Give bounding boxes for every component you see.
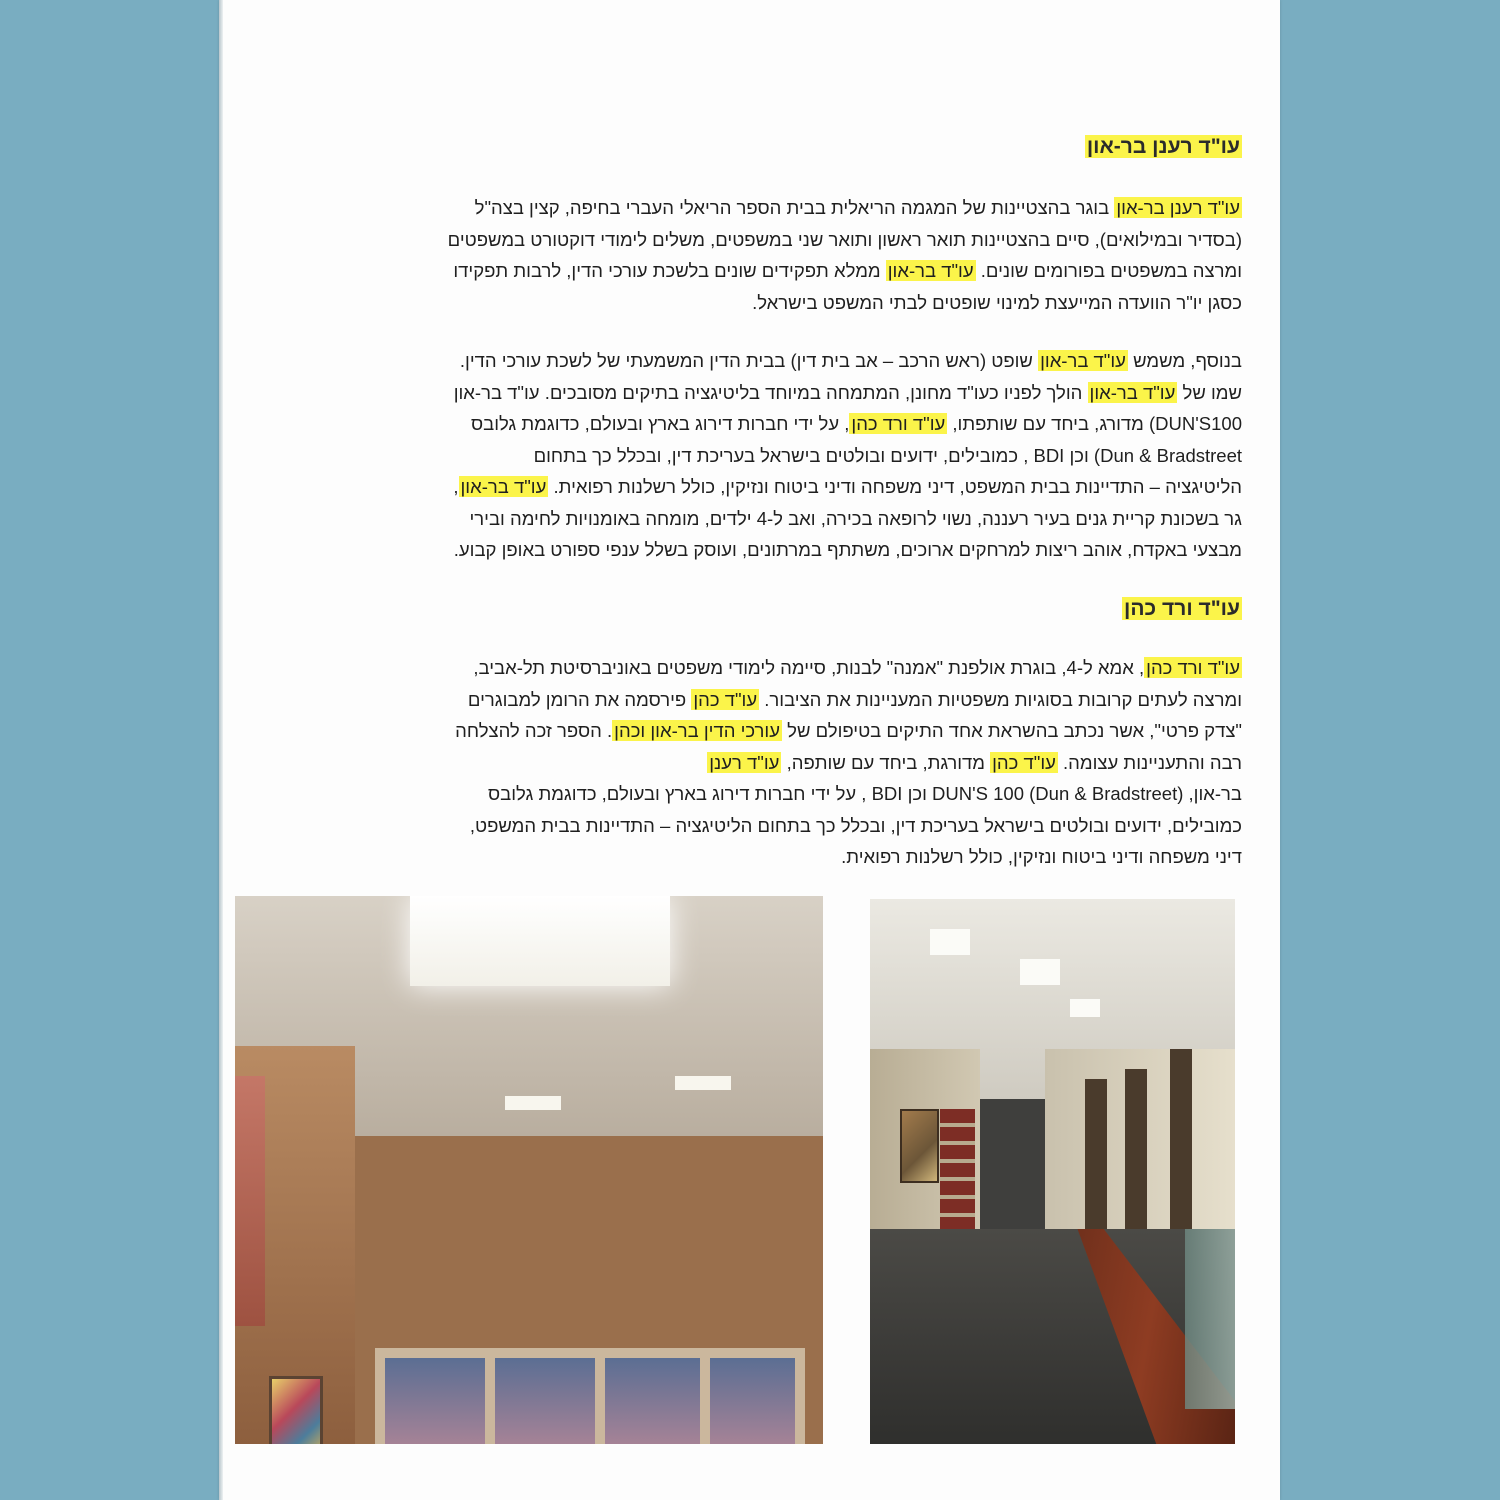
wall-painting bbox=[269, 1376, 323, 1444]
text-line bbox=[382, 192, 1242, 224]
text-segment: שופט (ראש הרכב – אב בית דין) בבית הדין המשמעתי של לשכת עורכי הדין. bbox=[459, 350, 1039, 371]
text-segment: מבצעי באקדח, אוהב ריצות למרחקים ארוכים, משתתף במרתונים, ועוסק בשלל ענפי ספורט באופן קבוע. bbox=[453, 539, 1242, 560]
office-window-view-photo bbox=[235, 896, 823, 1444]
text-line bbox=[382, 377, 1242, 409]
office-corridor-photo bbox=[870, 899, 1235, 1444]
text-line bbox=[382, 471, 1242, 503]
highlighted-name: עו"ד בר-און bbox=[887, 260, 974, 281]
text-segment: Dun & Bradstreet) וכן BDI , כמובילים, ידועים ובולטים בישראל בעריכת דין, ובכלל כך בתחום bbox=[533, 444, 1242, 466]
text-segment: . הספר זכה להצלחה bbox=[455, 720, 613, 741]
paragraph-raanan-career bbox=[382, 345, 1242, 566]
text-segment: הליטיגציה – התדיינות בבית המשפט, דיני משפחה ודיני ביטוח ונזיקין, כולל רשלנות רפואית. bbox=[548, 476, 1242, 497]
text-segment: דיני משפחה ודיני ביטוח ונזיקין, כולל רשלנות רפואית. bbox=[841, 846, 1242, 867]
text-line bbox=[382, 534, 1242, 566]
text-line bbox=[382, 345, 1242, 377]
text-segment: בוגר בהצטיינות של המגמה הריאלית בבית הספר הריאלי העברי בחיפה, קצין בצה"ל bbox=[474, 197, 1115, 218]
text-line bbox=[382, 810, 1242, 842]
highlighted-name: עו"ד רענן bbox=[709, 751, 780, 773]
text-segment: ומרצה במשפטים בפורומים שונים. bbox=[975, 260, 1242, 281]
text-line bbox=[382, 440, 1242, 472]
highlighted-name: עו"ד בר-און bbox=[1040, 350, 1126, 371]
text-line bbox=[382, 255, 1242, 287]
highlighted-name: עו"ד כהן bbox=[992, 751, 1056, 773]
text-segment: כמובילים, ידועים ובולטים בישראל בעריכת דין, ובכלל כך בתחום הליטיגציה – התדיינות בבית המשפט, bbox=[469, 814, 1242, 836]
text-segment: בר-און, (DUN'S 100 (Dun & Bradstreet וכן BDI , על ידי חברות דירוג בארץ ובעולם, כדוגמת גלובס bbox=[488, 783, 1242, 804]
text-segment: , אמא ל-4, בוגרת אולפנת "אמנה" לבנות, סיימה לימודי משפטים באוניברסיטת תל-אביב, bbox=[473, 657, 1145, 678]
text-segment: ממלא תפקידים שונים בלשכת עורכי הדין, לרבות תפקידו bbox=[453, 260, 886, 281]
text-segment: רבה והתעניינות עצומה. bbox=[1057, 751, 1242, 773]
highlighted-name: עו"ד בר-און bbox=[460, 476, 547, 497]
corridor-painting bbox=[900, 1109, 939, 1183]
paragraph-vered-bio bbox=[382, 652, 1242, 873]
highlighted-name: עו"ד ורד כהן bbox=[1146, 657, 1240, 678]
highlighted-name: עו"ד בר-און bbox=[1089, 381, 1176, 403]
text-segment: , bbox=[453, 476, 459, 497]
heading-raanan-bar-on bbox=[1085, 130, 1242, 164]
heading-highlight: עו"ד רענן בר-און bbox=[1086, 135, 1240, 158]
text-segment: DUN'S100) מדורג, ביחד עם שותפתו, bbox=[947, 413, 1242, 434]
text-segment: ומרצה לעתים קרובות בסוגיות משפטיות המעניינות את הציבור. bbox=[759, 688, 1242, 710]
text-line bbox=[382, 287, 1242, 319]
heading-vered-cohen bbox=[1122, 592, 1242, 626]
paragraph-raanan-bio bbox=[382, 192, 1242, 318]
text-segment: פירסמה את הרומן למבוגרים bbox=[467, 688, 692, 710]
heading-highlight: עו"ד ורד כהן bbox=[1124, 597, 1240, 620]
highlighted-name: עו"ד רענן בר-און bbox=[1116, 197, 1240, 218]
text-segment: , על ידי חברות דירוג בארץ ובעולם, כדוגמת גלובס bbox=[471, 413, 850, 434]
text-line bbox=[382, 684, 1242, 716]
text-line bbox=[382, 503, 1242, 535]
text-line bbox=[382, 652, 1242, 684]
text-line bbox=[382, 224, 1242, 256]
text-line bbox=[382, 408, 1242, 440]
text-line bbox=[382, 841, 1242, 873]
text-segment: (בסדיר ובמילואים), סיים בהצטיינות תואר ראשון ותואר שני במשפטים, משלים לימודי דוקטורט במשפטים bbox=[447, 228, 1242, 250]
text-segment: בנוסף, משמש bbox=[1127, 350, 1242, 371]
text-line bbox=[382, 715, 1242, 747]
text-segment: מדורגת, ביחד עם שותפה, bbox=[781, 751, 991, 773]
text-segment: גר בשכונת קריית גנים בעיר רעננה, נשוי לרופאה בכירה, ואב ל-4 ילדים, מומחה באומנויות לחימה ובירי bbox=[469, 507, 1242, 529]
bookshelf bbox=[940, 1109, 975, 1249]
text-segment: שמו של bbox=[1177, 381, 1242, 403]
text-segment: הולך לפניו כעו"ד מחונן, המתמחה במיוחד בליטיגציה בתיקים מסובכים. עו"ד בר-און bbox=[453, 381, 1088, 403]
highlighted-name: עו"ד כהן bbox=[693, 688, 758, 710]
highlighted-name: עורכי הדין בר-און וכהן bbox=[614, 720, 780, 741]
text-line bbox=[382, 747, 1242, 779]
text-line bbox=[382, 778, 1242, 810]
text-segment: "צדק פרטי", אשר נכתב בהשראת אחד התיקים בטיפולם של bbox=[782, 720, 1242, 741]
highlighted-name: עו"ד ורד כהן bbox=[851, 413, 946, 434]
text-segment: כסגן יו"ר הוועדה המייעצת למינוי שופטים לבתי המשפט בישראל. bbox=[752, 291, 1242, 313]
page-edge-shadow bbox=[219, 0, 223, 1500]
